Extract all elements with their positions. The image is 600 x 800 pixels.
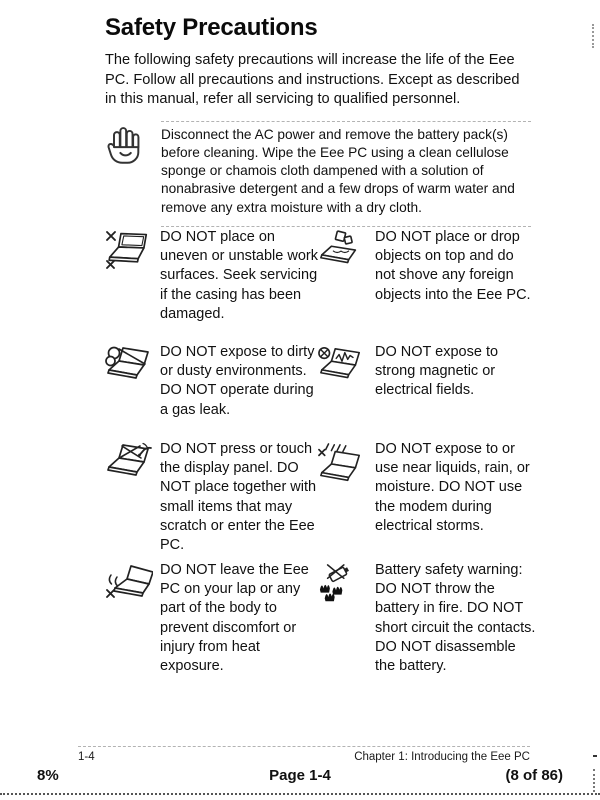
page-indicator: Page 1-4: [269, 767, 331, 784]
safety-item: [318, 343, 537, 440]
page-position-counter: (8 of 86): [505, 767, 563, 784]
safety-item-text: DO NOT place on uneven or unstable work surfaces. Seek servicing if the casing has been damaged.: [160, 229, 318, 322]
laptop-lap-heat-icon: [105, 561, 153, 607]
item-row: [105, 343, 537, 440]
document-page[interactable]: [105, 14, 531, 227]
document-footer: [78, 746, 530, 763]
safety-item-text: DO NOT expose to dirty or dusty environments. DO NOT operate during a gas leak.: [160, 344, 315, 418]
safety-item-text: DO NOT expose to or use near liquids, rain, or moisture. DO NOT use the modem during electrical storms.: [375, 441, 530, 534]
scroll-indicator-bottom[interactable]: [593, 769, 595, 792]
safety-item-text: DO NOT place or drop objects on top and do not shove any foreign objects into the Eee PC.: [375, 229, 531, 303]
battery-fire-icon: [318, 561, 364, 607]
item-row: [105, 561, 537, 676]
safety-item: [105, 228, 318, 343]
bottom-dotted-divider: [0, 793, 600, 795]
safety-item: [318, 228, 537, 343]
safety-item-text: DO NOT leave the Eee PC on your lap or any part of the body to prevent discomfort or injury from heat exposure.: [160, 562, 309, 675]
laptop-unstable-surface-icon: [105, 228, 153, 274]
laptop-magnetic-fields-icon: [318, 343, 364, 389]
scroll-indicator-tick: [593, 755, 597, 757]
laptop-drop-objects-icon: [318, 228, 364, 274]
safety-item-text: DO NOT press or touch the display panel. DO NOT place together with small items that may scratch or enter the Eee PC.: [160, 441, 317, 554]
scroll-indicator-top[interactable]: [592, 24, 594, 48]
safety-items: [105, 228, 537, 676]
reading-progress-percent: 8%: [37, 767, 59, 784]
safety-item: [318, 561, 537, 676]
item-row: [105, 228, 537, 343]
warning-note: [105, 121, 531, 227]
laptop-dust-icon: [105, 343, 153, 389]
hand-stop-icon: [105, 121, 149, 227]
safety-item: [105, 440, 318, 561]
footer-page-label: 1-4: [78, 751, 95, 763]
safety-item-text: DO NOT expose to strong magnetic or electrical fields.: [375, 344, 499, 399]
footer-chapter-label: Chapter 1: Introducing the Eee PC: [354, 751, 530, 763]
laptop-liquids-icon: [318, 440, 364, 486]
warning-note-text: Disconnect the AC power and remove the battery pack(s) before cleaning. Wipe the Eee PC using a clean cellulose sponge or chamois cloth dampened with a solution of nonabrasive detergent and a few drops of warm water and remove any extra moisture with a dry cloth.: [161, 121, 531, 227]
laptop-touch-screen-icon: [105, 440, 153, 486]
safety-item: [318, 440, 537, 561]
safety-item: [105, 343, 318, 440]
safety-item-text: Battery safety warning: DO NOT throw the battery in fire. DO NOT short circuit the contacts. DO NOT disassemble the battery.: [375, 562, 536, 675]
intro-paragraph: The following safety precautions will increase the life of the Eee PC. Follow all precautions and instructions. Except as described in this manual, refer all servicing to qualified personnel.: [105, 52, 520, 108]
item-row: [105, 440, 537, 561]
safety-item: [105, 561, 318, 676]
page-title: Safety Precautions: [105, 14, 318, 41]
